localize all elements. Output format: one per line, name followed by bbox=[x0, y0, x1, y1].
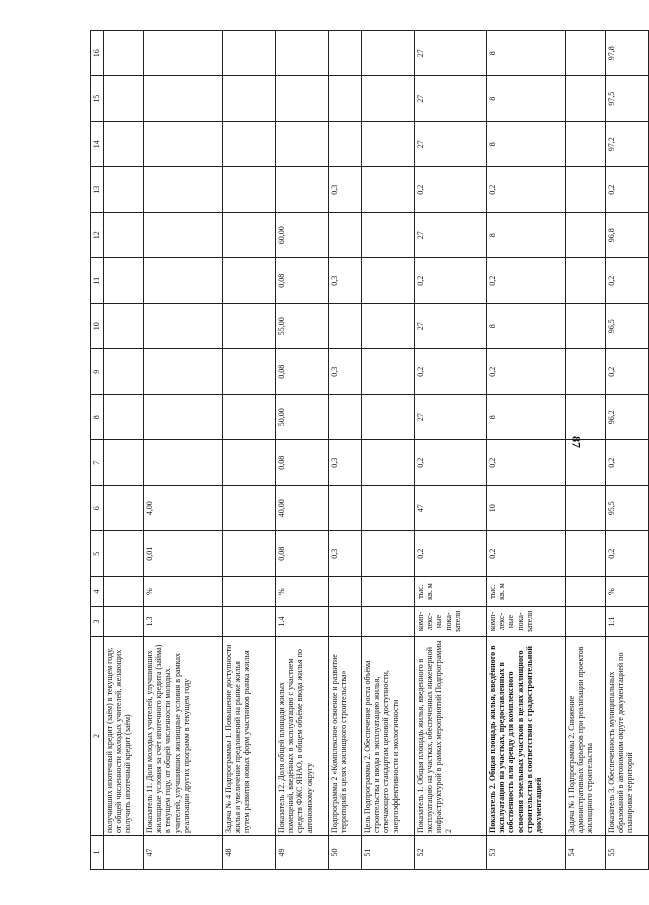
row-description-cell: Показатель 1. Общая площадь жилья, введенного в эксплуатацию на участках, обеспеченных инженерной инфраструктурой в рамках мероприятий Подпрограммы 2 bbox=[415, 637, 487, 836]
value-cell: 0,08 bbox=[276, 258, 329, 304]
value-cell: 0,3 bbox=[329, 440, 362, 486]
header-cell: 16 bbox=[91, 31, 104, 77]
row-number-cell: 51 bbox=[362, 836, 415, 870]
row-description-cell: Показатель 12. Доля общей площади жилых помещений, введённых в эксплуатацию с участием средств ФЖС ЯНАО, в общем объёме ввода жилья по автономному округу bbox=[276, 637, 329, 836]
value-cell: 0,3 bbox=[329, 349, 362, 395]
value-cell bbox=[223, 31, 276, 77]
value-cell: 0,2 bbox=[606, 349, 649, 395]
row-description-cell: Показатель 3. Обеспеченность муниципальных образований в автономном округе документацией по планировке территорий bbox=[606, 637, 649, 836]
row-code-cell: 1.4 bbox=[276, 607, 329, 637]
row-description-cell: Задача № 1 Подпрограммы 2. Снижение административных барьеров при реализации проектов жилищного строительства bbox=[566, 637, 606, 836]
value-cell bbox=[566, 213, 606, 259]
value-cell bbox=[276, 76, 329, 122]
value-cell bbox=[104, 122, 144, 168]
value-cell bbox=[566, 167, 606, 213]
value-cell bbox=[223, 349, 276, 395]
value-cell bbox=[144, 76, 223, 122]
value-cell bbox=[276, 31, 329, 77]
value-cell: 0,01 bbox=[144, 531, 223, 577]
value-cell: 27 bbox=[415, 31, 487, 77]
table-wrapper bbox=[90, 30, 635, 870]
value-cell bbox=[223, 395, 276, 441]
value-cell: 96,8 bbox=[606, 213, 649, 259]
row-code-cell bbox=[104, 607, 144, 637]
header-cell: 6 bbox=[91, 486, 104, 532]
value-cell: 50,00 bbox=[276, 395, 329, 441]
value-cell: 8 bbox=[487, 76, 566, 122]
value-cell bbox=[566, 304, 606, 350]
value-cell bbox=[566, 258, 606, 304]
header-cell: 11 bbox=[91, 258, 104, 304]
value-cell bbox=[362, 76, 415, 122]
value-cell bbox=[276, 122, 329, 168]
value-cell bbox=[104, 486, 144, 532]
value-cell bbox=[223, 440, 276, 486]
value-cell bbox=[144, 213, 223, 259]
row-number-cell: 47 bbox=[144, 836, 223, 870]
header-cell: 7 bbox=[91, 440, 104, 486]
value-cell bbox=[566, 349, 606, 395]
value-cell bbox=[329, 31, 362, 77]
value-cell: 97,5 bbox=[606, 76, 649, 122]
value-cell bbox=[329, 395, 362, 441]
row-code-cell: 1.1 bbox=[606, 607, 649, 637]
value-cell bbox=[144, 349, 223, 395]
value-cell: 0,08 bbox=[276, 349, 329, 395]
value-cell bbox=[144, 395, 223, 441]
value-cell bbox=[362, 349, 415, 395]
header-cell: 9 bbox=[91, 349, 104, 395]
header-cell: 8 bbox=[91, 395, 104, 441]
value-cell: 0,2 bbox=[415, 440, 487, 486]
value-cell bbox=[223, 531, 276, 577]
value-cell bbox=[104, 258, 144, 304]
value-cell: 8 bbox=[487, 304, 566, 350]
value-cell bbox=[362, 486, 415, 532]
value-cell bbox=[144, 304, 223, 350]
row-number-cell: 48 bbox=[223, 836, 276, 870]
value-cell: 27 bbox=[415, 122, 487, 168]
value-cell bbox=[362, 531, 415, 577]
value-cell: 0,08 bbox=[276, 440, 329, 486]
value-cell: 40,00 bbox=[276, 486, 329, 532]
value-cell bbox=[104, 349, 144, 395]
value-cell bbox=[566, 122, 606, 168]
value-cell: 97,8 bbox=[606, 31, 649, 77]
value-cell bbox=[362, 395, 415, 441]
table-row bbox=[276, 31, 329, 870]
value-cell: 0,2 bbox=[606, 440, 649, 486]
value-cell bbox=[362, 304, 415, 350]
value-cell: 0,2 bbox=[415, 349, 487, 395]
indicator-table bbox=[90, 30, 649, 870]
row-unit-cell bbox=[362, 577, 415, 607]
header-cell: 15 bbox=[91, 76, 104, 122]
row-unit-cell: % bbox=[276, 577, 329, 607]
value-cell: 0,2 bbox=[415, 258, 487, 304]
value-cell: 0,08 bbox=[276, 531, 329, 577]
value-cell: 0,3 bbox=[329, 531, 362, 577]
value-cell: 27 bbox=[415, 76, 487, 122]
value-cell bbox=[329, 213, 362, 259]
value-cell bbox=[329, 486, 362, 532]
row-number-cell bbox=[104, 836, 144, 870]
row-description-cell: Задача № 4 Подпрограммы 1. Повышение доступности жилья и увеличение предложений на рынке жилья путем развития новых форм участников рынка жилья bbox=[223, 637, 276, 836]
value-cell bbox=[566, 531, 606, 577]
header-cell: 3 bbox=[91, 607, 104, 637]
table-row bbox=[144, 31, 223, 870]
value-cell bbox=[362, 258, 415, 304]
row-unit-cell bbox=[329, 577, 362, 607]
value-cell: 96,2 bbox=[606, 395, 649, 441]
row-code-cell bbox=[362, 607, 415, 637]
row-code-cell bbox=[223, 607, 276, 637]
value-cell bbox=[362, 122, 415, 168]
value-cell: 0,2 bbox=[606, 167, 649, 213]
header-cell: 4 bbox=[91, 577, 104, 607]
row-description-cell: получивших ипотечный кредит (заём) в текущем году, от общей численности молодых учителей, желающих получить ипотечный кредит (заём) bbox=[104, 637, 144, 836]
value-cell bbox=[104, 395, 144, 441]
row-number-cell: 54 bbox=[566, 836, 606, 870]
header-cell: 1 bbox=[91, 836, 104, 870]
value-cell: 4,00 bbox=[144, 486, 223, 532]
value-cell: 0,2 bbox=[487, 349, 566, 395]
value-cell bbox=[144, 167, 223, 213]
value-cell bbox=[104, 531, 144, 577]
row-unit-cell: тыс. кв. м bbox=[415, 577, 487, 607]
header-cell: 2 bbox=[91, 637, 104, 836]
row-description-cell: Показатель 2. Общая площадь жилья, введённого в эксплуатацию на участках, предоставленных в собственность или аренду для комплексного освоения земельных участков в целях жилищного строительства в соответствии с градостроительной документацией bbox=[487, 637, 566, 836]
value-cell bbox=[223, 76, 276, 122]
value-cell: 10 bbox=[487, 486, 566, 532]
value-cell: 27 bbox=[415, 395, 487, 441]
value-cell bbox=[223, 304, 276, 350]
value-cell bbox=[223, 258, 276, 304]
table-row bbox=[223, 31, 276, 870]
value-cell: 0,2 bbox=[487, 531, 566, 577]
value-cell bbox=[362, 31, 415, 77]
value-cell: 0,2 bbox=[487, 167, 566, 213]
value-cell: 95,5 bbox=[606, 486, 649, 532]
value-cell bbox=[362, 213, 415, 259]
header-row bbox=[91, 31, 104, 870]
row-number-cell: 55 bbox=[606, 836, 649, 870]
value-cell: 0,2 bbox=[606, 258, 649, 304]
value-cell: 47 bbox=[415, 486, 487, 532]
value-cell bbox=[566, 395, 606, 441]
value-cell bbox=[223, 122, 276, 168]
table-row bbox=[606, 31, 649, 870]
row-unit-cell: тыс. кв. м bbox=[487, 577, 566, 607]
row-code-cell bbox=[329, 607, 362, 637]
row-code-cell: 1.3 bbox=[144, 607, 223, 637]
row-code-cell bbox=[566, 607, 606, 637]
value-cell: 0,2 bbox=[487, 440, 566, 486]
value-cell: 0,3 bbox=[329, 258, 362, 304]
value-cell bbox=[104, 440, 144, 486]
header-cell: 5 bbox=[91, 531, 104, 577]
value-cell bbox=[144, 31, 223, 77]
value-cell bbox=[104, 304, 144, 350]
row-code-cell: комп-лекс-ные пока-затели bbox=[415, 607, 487, 637]
row-description-cell: Цель Подпрограммы 2. Обеспечение роста объёма строительства и ввода в эксплуатацию жилья, отвечающего стандартам ценовой доступности, энергоэффективности и экологичности bbox=[362, 637, 415, 836]
row-unit-cell: % bbox=[144, 577, 223, 607]
row-number-cell: 50 bbox=[329, 836, 362, 870]
value-cell: 0,2 bbox=[606, 531, 649, 577]
table-row bbox=[566, 31, 606, 870]
row-code-cell: комп-лекс-ные пока-затели bbox=[487, 607, 566, 637]
row-description-cell: Показатель 11. Доля молодых учителей, улучшивших жилищные условия за счёт ипотечного кредита (займа) в текущем году, от общей численности молодых учителей, улучшивших жилищные условия в рамках реализации других программ в текущем году bbox=[144, 637, 223, 836]
value-cell bbox=[104, 213, 144, 259]
value-cell bbox=[362, 440, 415, 486]
value-cell: 27 bbox=[415, 213, 487, 259]
row-unit-cell bbox=[223, 577, 276, 607]
value-cell: 60,00 bbox=[276, 213, 329, 259]
value-cell: 96,5 bbox=[606, 304, 649, 350]
value-cell: 8 bbox=[487, 31, 566, 77]
value-cell bbox=[144, 258, 223, 304]
value-cell bbox=[104, 76, 144, 122]
value-cell: 0,2 bbox=[487, 258, 566, 304]
value-cell bbox=[329, 76, 362, 122]
page-number: 87 bbox=[569, 436, 584, 448]
value-cell bbox=[144, 440, 223, 486]
header-cell: 10 bbox=[91, 304, 104, 350]
table-row bbox=[487, 31, 566, 870]
header-cell: 14 bbox=[91, 122, 104, 168]
value-cell bbox=[329, 304, 362, 350]
row-unit-cell: % bbox=[606, 577, 649, 607]
row-number-cell: 52 bbox=[415, 836, 487, 870]
row-description-cell: Подпрограмма 2 «Комплексное освоение и развитие территорий в целях жилищного строительства» bbox=[329, 637, 362, 836]
value-cell bbox=[566, 31, 606, 77]
rotated-page bbox=[90, 30, 635, 870]
value-cell bbox=[362, 167, 415, 213]
row-number-cell: 49 bbox=[276, 836, 329, 870]
value-cell bbox=[223, 213, 276, 259]
value-cell: 97,2 bbox=[606, 122, 649, 168]
value-cell bbox=[223, 486, 276, 532]
header-cell: 12 bbox=[91, 213, 104, 259]
value-cell bbox=[223, 167, 276, 213]
value-cell: 8 bbox=[487, 122, 566, 168]
value-cell: 0,2 bbox=[415, 167, 487, 213]
value-cell: 0,2 bbox=[415, 531, 487, 577]
value-cell bbox=[329, 122, 362, 168]
value-cell bbox=[104, 167, 144, 213]
row-unit-cell bbox=[566, 577, 606, 607]
value-cell bbox=[566, 486, 606, 532]
value-cell: 0,3 bbox=[329, 167, 362, 213]
value-cell bbox=[566, 76, 606, 122]
table-row bbox=[362, 31, 415, 870]
table-row bbox=[329, 31, 362, 870]
value-cell bbox=[144, 122, 223, 168]
row-number-cell: 53 bbox=[487, 836, 566, 870]
table-row bbox=[415, 31, 487, 870]
header-cell: 13 bbox=[91, 167, 104, 213]
value-cell: 8 bbox=[487, 213, 566, 259]
value-cell bbox=[566, 440, 606, 486]
row-unit-cell bbox=[104, 577, 144, 607]
value-cell bbox=[104, 31, 144, 77]
value-cell: 27 bbox=[415, 304, 487, 350]
value-cell bbox=[276, 167, 329, 213]
value-cell: 55,00 bbox=[276, 304, 329, 350]
value-cell: 8 bbox=[487, 395, 566, 441]
table-row bbox=[104, 31, 144, 870]
